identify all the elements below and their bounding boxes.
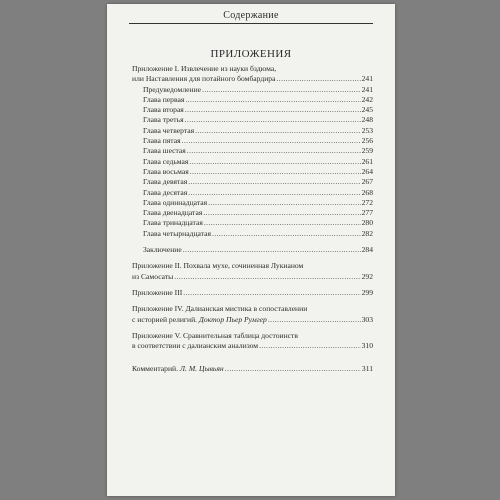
toc-chapter <box>132 85 373 95</box>
toc-entry-author: Л. М. Цывьян <box>179 364 224 374</box>
toc-entry-title: Глава тринадцатая <box>143 218 203 228</box>
toc-entry-author: Доктор Пьер Румгер <box>198 314 267 324</box>
toc-entry-title <box>132 364 224 374</box>
toc-entry-title: Глава одиннадцатая <box>143 197 208 207</box>
dot-leader <box>212 229 361 239</box>
dot-leader <box>225 364 361 374</box>
dot-leader <box>208 198 360 208</box>
toc-page-number: 241 <box>361 74 373 84</box>
table-of-contents <box>132 64 373 375</box>
dot-leader <box>276 74 360 84</box>
toc-entry-title: Глава пятая <box>143 136 181 146</box>
toc-page-number: 261 <box>361 156 373 166</box>
toc-entry-text: с историей религий. <box>132 314 198 324</box>
toc-page-number: 264 <box>361 166 373 176</box>
toc-entry-text: Комментарий. <box>132 364 178 374</box>
toc-appendix-1-line2 <box>132 74 373 84</box>
toc-entry-title: Глава третья <box>143 115 184 125</box>
toc-entry-title: Глава четырнадцатая <box>143 228 211 238</box>
toc-page-number: 284 <box>361 245 373 255</box>
dot-leader <box>187 146 361 156</box>
toc-appendix-1 <box>132 64 373 255</box>
toc-appendix-3 <box>132 288 373 298</box>
toc-entry-title: Приложение III <box>132 287 183 297</box>
toc-chapter <box>132 95 373 105</box>
dot-leader <box>183 245 361 255</box>
toc-entry-title: Заключение <box>143 245 182 255</box>
toc-chapter <box>132 167 373 177</box>
toc-page-number: 248 <box>361 115 373 125</box>
toc-page-number: 268 <box>361 187 373 197</box>
section-title: ПРИЛОЖЕНИЯ <box>210 48 292 60</box>
toc-chapter <box>132 136 373 146</box>
toc-entry-title: Глава вторая <box>143 105 184 115</box>
toc-chapter <box>132 126 373 136</box>
toc-page-number: 241 <box>361 84 373 94</box>
toc-entry-title: Глава восьмая <box>143 166 189 176</box>
toc-page-number: 310 <box>361 341 373 351</box>
dot-leader <box>190 167 361 177</box>
toc-entry-title: или Наставления для потайного бомбардира <box>132 74 276 84</box>
toc-page-number: 282 <box>361 228 373 238</box>
dot-leader <box>188 177 360 187</box>
toc-appendix-5 <box>132 331 373 352</box>
toc-page-number: 280 <box>361 218 373 228</box>
toc-chapter <box>132 218 373 228</box>
toc-chapter <box>132 208 373 218</box>
toc-page-number: 311 <box>361 364 373 374</box>
dot-leader <box>183 288 360 298</box>
toc-conclusion <box>132 245 373 255</box>
toc-entry-title: Глава десятая <box>143 187 188 197</box>
toc-chapter <box>132 115 373 125</box>
dot-leader <box>204 218 361 228</box>
toc-entry-title: Глава первая <box>143 94 185 104</box>
toc-chapter <box>132 198 373 208</box>
toc-entry-title: из Самосаты <box>132 271 174 281</box>
toc-page-number: 259 <box>361 146 373 156</box>
header-rule <box>129 23 373 24</box>
toc-appendix-4-line1: Приложение IV. Далианская мистика в сопоставлении <box>132 304 308 314</box>
toc-page-number: 267 <box>361 177 373 187</box>
toc-entry-title: Глава шестая <box>143 146 186 156</box>
toc-entry-title: Предуведомление <box>143 84 202 94</box>
toc-chapter <box>132 105 373 115</box>
toc-appendix-1-line1: Приложение I. Извлечение из науки бздюма, <box>132 64 277 73</box>
toc-entry-title <box>132 315 267 325</box>
toc-entry-title: Глава седьмая <box>143 156 189 166</box>
dot-leader <box>185 105 361 115</box>
dot-leader <box>174 272 360 282</box>
toc-entry-title: Глава четвертая <box>143 125 195 135</box>
toc-page-number: 277 <box>361 208 373 218</box>
toc-chapter <box>132 157 373 167</box>
dot-leader <box>185 95 360 105</box>
dot-leader <box>189 157 360 167</box>
dot-leader <box>188 188 360 198</box>
dot-leader <box>202 85 361 95</box>
toc-commentary <box>132 364 373 374</box>
toc-chapter <box>132 229 373 239</box>
toc-page-number: 256 <box>361 136 373 146</box>
toc-page-number: 303 <box>361 314 373 324</box>
toc-page-number: 245 <box>361 105 373 115</box>
toc-entry-title: Глава двенадцатая <box>143 208 203 218</box>
dot-leader <box>259 341 360 351</box>
dot-leader <box>182 136 361 146</box>
toc-entry-title: в соответствии с далианским анализом <box>132 341 259 351</box>
toc-page-number: 242 <box>361 94 373 104</box>
toc-appendix-5-line2 <box>132 341 373 351</box>
toc-appendix-2 <box>132 261 373 282</box>
toc-chapter <box>132 146 373 156</box>
toc-page-number: 253 <box>361 125 373 135</box>
dot-leader <box>185 115 361 125</box>
toc-appendix-2-line1: Приложение II. Похвала мухе, сочиненная Лукианом <box>132 261 304 271</box>
toc-page-number: 292 <box>361 271 373 281</box>
toc-entry-title: Глава девятая <box>143 177 188 187</box>
toc-chapter <box>132 177 373 187</box>
toc-appendix-4 <box>132 304 373 325</box>
toc-chapter <box>132 188 373 198</box>
toc-appendix-5-line1: Приложение V. Сравнительная таблица достоинств <box>132 330 298 340</box>
dot-leader <box>195 126 360 136</box>
dot-leader <box>268 315 361 325</box>
toc-page-number: 272 <box>361 197 373 207</box>
running-head: Содержание <box>223 10 279 21</box>
book-page <box>107 4 395 496</box>
toc-appendix-2-line2 <box>132 272 373 282</box>
toc-appendix-4-line2 <box>132 315 373 325</box>
toc-page-number: 299 <box>361 287 373 297</box>
dot-leader <box>203 208 360 218</box>
